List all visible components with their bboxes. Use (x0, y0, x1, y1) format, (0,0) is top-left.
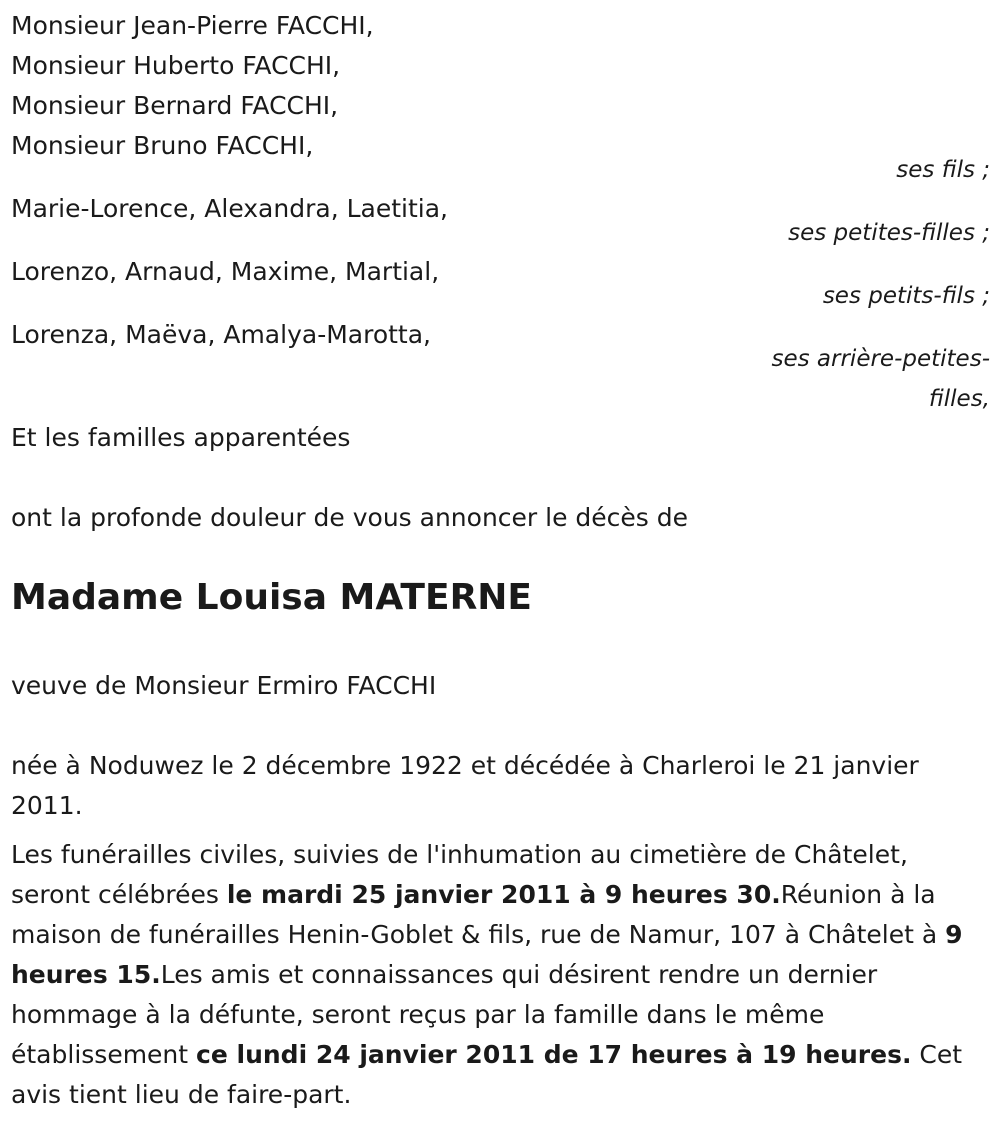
grandsons-names: Lorenzo, Arnaud, Maxime, Martial, (11, 257, 440, 286)
great-granddaughters-role-line2: filles, (928, 386, 990, 412)
widow-of-line: veuve de Monsieur Ermiro FACCHI (11, 671, 437, 700)
families-line: Et les familles apparentées (11, 423, 351, 452)
son-name: Monsieur Bruno FACCHI, (11, 131, 314, 160)
funeral-text: Les funérailles civiles, suivies de l'inhumation au cimetière de Châtelet, seront célébrées (11, 840, 908, 909)
funeral-date-time: le mardi 25 janvier 2011 à 9 heures 30. (226, 880, 781, 909)
great-granddaughters-names: Lorenza, Maëva, Amalya-Marotta, (11, 320, 431, 349)
deceased-name: Madame Louisa MATERNE (11, 577, 533, 618)
announcement-line: ont la profonde douleur de vous annoncer le décès de (11, 503, 689, 532)
gathering-time: 9 heures 15. (11, 920, 963, 989)
great-granddaughters-role-line1: ses arrière-petites- (771, 346, 990, 372)
funeral-text: Réunion à la maison de funérailles Henin-Goblet & fils, rue de Namur, 107 à Châtelet à (11, 880, 946, 949)
grandsons-role: ses petits-fils ; (822, 283, 990, 309)
birth-death-paragraph: née à Noduwez le 2 décembre 1922 et décédée à Charleroi le 21 janvier 2011. (11, 751, 919, 820)
funeral-paragraph (11, 835, 986, 1115)
granddaughters-role: ses petites-filles ; (788, 220, 990, 246)
funeral-text: Cet avis tient lieu de faire-part. (11, 1040, 963, 1109)
son-name: Monsieur Jean-Pierre FACCHI, (11, 11, 374, 40)
son-name: Monsieur Huberto FACCHI, (11, 51, 341, 80)
son-name: Monsieur Bernard FACCHI, (11, 91, 339, 120)
granddaughters-names: Marie-Lorence, Alexandra, Laetitia, (11, 194, 448, 223)
funeral-text: Les amis et connaissances qui désirent rendre un dernier hommage à la défunte, seront reçus par la famille dans le même établissement (11, 960, 878, 1069)
sons-role: ses fils ; (896, 157, 990, 183)
visitation-date-time: ce lundi 24 janvier 2011 de 17 heures à 19 heures. (196, 1040, 912, 1069)
